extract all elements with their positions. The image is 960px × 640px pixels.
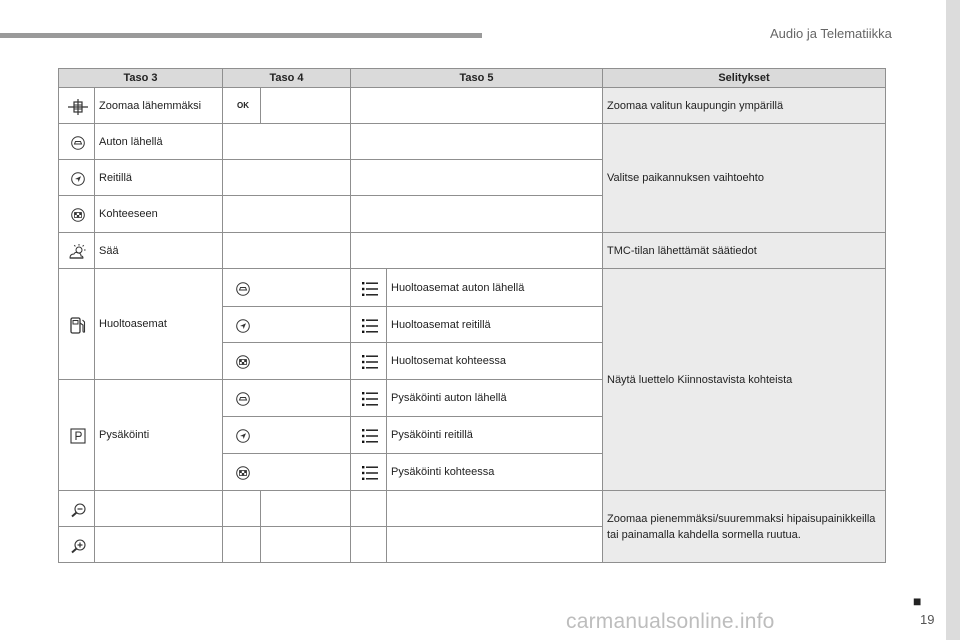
header-rule bbox=[0, 33, 482, 38]
service-item: Huoltoasemat reitillä bbox=[386, 306, 603, 343]
empty-cell bbox=[350, 526, 387, 563]
header-description: Selitykset bbox=[602, 68, 886, 88]
icon-cell bbox=[58, 232, 95, 269]
empty-cell bbox=[386, 526, 603, 563]
empty-cell bbox=[386, 490, 603, 527]
list-icon bbox=[351, 307, 388, 344]
parking-nearby-icon-cell bbox=[222, 379, 351, 417]
destination-label: Kohteeseen bbox=[94, 195, 223, 233]
ok-cell bbox=[222, 87, 261, 124]
empty-cell bbox=[222, 159, 351, 196]
service-label: Huoltoasemat bbox=[94, 268, 223, 380]
icon-cell bbox=[58, 195, 95, 233]
zoom-out-icon bbox=[59, 491, 96, 528]
empty-cell bbox=[222, 232, 351, 269]
empty-cell bbox=[94, 526, 223, 563]
empty-cell bbox=[222, 490, 261, 527]
destination-flag-icon bbox=[223, 454, 262, 492]
empty-cell bbox=[222, 195, 351, 233]
service-nearby-icon-cell bbox=[222, 268, 351, 307]
destination-flag-icon bbox=[223, 343, 262, 381]
vehicle-icon bbox=[223, 380, 262, 418]
empty-cell bbox=[350, 490, 387, 527]
empty-cell bbox=[260, 490, 351, 527]
list-icon bbox=[351, 454, 388, 492]
location-description: Valitse paikannuksen vaihtoehto bbox=[602, 123, 886, 233]
service-destination-icon-cell bbox=[222, 342, 351, 380]
destination-flag-icon bbox=[59, 196, 96, 234]
page-number: 19 bbox=[920, 612, 935, 627]
route-arrow-icon bbox=[59, 160, 96, 197]
parking-label: Pysäköinti bbox=[94, 379, 223, 491]
route-arrow-icon bbox=[223, 307, 262, 344]
icon-cell bbox=[58, 87, 95, 124]
route-label: Reitillä bbox=[94, 159, 223, 196]
vehicle-icon bbox=[59, 124, 96, 161]
ok-label: OK bbox=[237, 101, 249, 110]
parking-item: Pysäköinti kohteessa bbox=[386, 453, 603, 491]
header-level3: Taso 3 bbox=[58, 68, 223, 88]
icon-cell bbox=[58, 526, 95, 563]
list-icon bbox=[351, 380, 388, 418]
list-icon bbox=[351, 417, 388, 455]
menu-table bbox=[58, 68, 886, 563]
header-level4: Taso 4 bbox=[222, 68, 351, 88]
weather-icon bbox=[59, 233, 96, 270]
header-level5: Taso 5 bbox=[350, 68, 603, 88]
zoom-in-icon bbox=[59, 527, 96, 564]
empty-cell bbox=[350, 123, 603, 160]
list-icon bbox=[351, 343, 388, 381]
watermark: carmanualsonline.info bbox=[566, 610, 775, 633]
empty-cell bbox=[94, 490, 223, 527]
section-mark: ■ bbox=[913, 593, 922, 609]
zoom-in-description: Zoomaa valitun kaupungin ympärillä bbox=[602, 87, 886, 124]
empty-cell bbox=[222, 123, 351, 160]
list-icon bbox=[351, 269, 388, 308]
parking-item: Pysäköinti reitillä bbox=[386, 416, 603, 454]
zoom-in-label: Zoomaa lähemmäksi bbox=[94, 87, 223, 124]
service-route-icon-cell bbox=[222, 306, 351, 343]
list-icon-cell bbox=[350, 268, 387, 307]
weather-description: TMC-tilan lähettämät säätiedot bbox=[602, 232, 886, 269]
page-header-title: Audio ja Telematiikka bbox=[770, 26, 892, 41]
list-icon-cell bbox=[350, 306, 387, 343]
list-icon-cell bbox=[350, 416, 387, 454]
empty-cell bbox=[350, 87, 603, 124]
icon-cell bbox=[58, 490, 95, 527]
fuel-pump-icon bbox=[59, 269, 96, 381]
page-side-strip bbox=[946, 0, 960, 640]
parking-item: Pysäköinti auton lähellä bbox=[386, 379, 603, 417]
empty-cell bbox=[260, 526, 351, 563]
list-icon-cell bbox=[350, 342, 387, 380]
zoom-mode-icon bbox=[59, 88, 96, 125]
weather-label: Sää bbox=[94, 232, 223, 269]
service-item: Huoltosemat kohteessa bbox=[386, 342, 603, 380]
zoom-description: Zoomaa pienemmäksi/suuremmaksi hipaisupainikkeilla tai painamalla kahdella sormella ruutua. bbox=[602, 490, 886, 563]
empty-cell bbox=[350, 195, 603, 233]
icon-cell bbox=[58, 379, 95, 491]
list-icon-cell bbox=[350, 453, 387, 491]
parking-destination-icon-cell bbox=[222, 453, 351, 491]
icon-cell bbox=[58, 159, 95, 196]
empty-cell bbox=[260, 87, 351, 124]
icon-cell bbox=[58, 268, 95, 380]
empty-cell bbox=[350, 232, 603, 269]
vehicle-icon bbox=[223, 269, 262, 308]
parking-icon bbox=[59, 380, 96, 492]
list-icon-cell bbox=[350, 379, 387, 417]
empty-cell bbox=[350, 159, 603, 196]
empty-cell bbox=[222, 526, 261, 563]
poi-description: Näytä luettelo Kiinnostavista kohteista bbox=[602, 268, 886, 491]
route-arrow-icon bbox=[223, 417, 262, 455]
service-item: Huoltoasemat auton lähellä bbox=[386, 268, 603, 307]
icon-cell bbox=[58, 123, 95, 160]
parking-route-icon-cell bbox=[222, 416, 351, 454]
nearby-label: Auton lähellä bbox=[94, 123, 223, 160]
